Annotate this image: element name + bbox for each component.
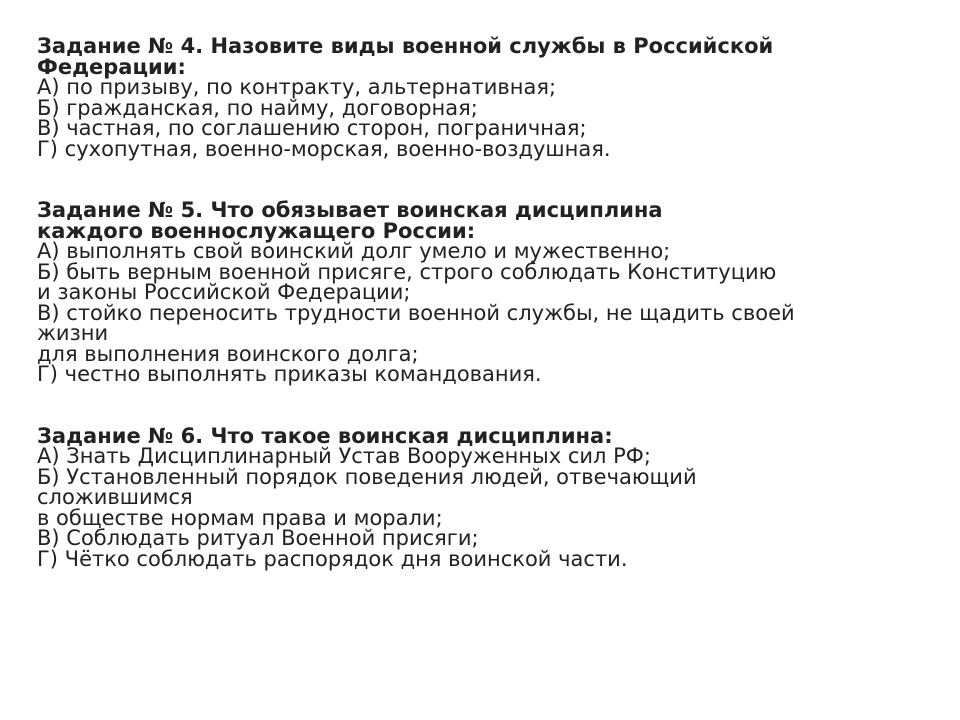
task-4 bbox=[37, 36, 927, 159]
task-4-answer-d: Г) сухопутная, военно-морская, военно-воздушная. bbox=[37, 136, 611, 161]
task-5-answer-b-cont: и законы Российской Федерации; bbox=[37, 280, 411, 304]
task-4-answer-b: Б) гражданская, по найму, договорная; bbox=[37, 95, 478, 120]
task-6-title-line-1: Задание № 6. Что такое воинская дисциплина: bbox=[37, 423, 613, 448]
task-6-answer-d: Г) Чётко соблюдать распорядок дня воинской части. bbox=[37, 546, 628, 571]
task-6-answer-b: Б) Установленный порядок поведения людей, отвечающий bbox=[37, 464, 697, 489]
task-4-title-line-2: Федерации: bbox=[37, 54, 186, 79]
task-5-answer-d: Г) честно выполнять приказы командования. bbox=[37, 362, 542, 386]
task-4-answer-c: В) частная, по соглашению сторон, пограничная; bbox=[37, 116, 587, 140]
task-5-answer-c-cont-1: жизни bbox=[37, 321, 109, 345]
task-6-answer-b-cont-1: сложившимся bbox=[37, 485, 193, 509]
task-5-answer-a: А) выполнять свой воинский долг умело и мужественно; bbox=[37, 239, 671, 263]
task-5-answer-b: Б) быть верным военной присяге, строго соблюдать Конституцию bbox=[37, 259, 777, 284]
task-6-answer-a: А) Знать Дисциплинарный Устав Вооруженных сил РФ; bbox=[37, 444, 651, 468]
task-6 bbox=[37, 423, 927, 571]
task-6-answer-c: В) Соблюдать ритуал Военной присяги; bbox=[37, 526, 479, 550]
task-5 bbox=[37, 200, 927, 385]
slide-content bbox=[37, 36, 927, 610]
task-5-answer-c: В) стойко переносить трудности военной службы, не щадить своей bbox=[37, 300, 795, 325]
task-6-answer-b-cont-2: в обществе нормам права и морали; bbox=[37, 505, 443, 530]
task-5-answer-c-cont-2: для выполнения воинского долга; bbox=[37, 341, 419, 366]
task-5-title-line-1: Задание № 5. Что обязывает воинская дисциплина bbox=[37, 198, 663, 222]
task-5-title-line-2: каждого военнослужащего России: bbox=[37, 218, 476, 243]
task-4-title-line-1: Задание № 4. Назовите виды военной службы в Российской bbox=[37, 34, 774, 58]
task-4-answer-a: А) по призыву, по контракту, альтернативная; bbox=[37, 75, 557, 99]
